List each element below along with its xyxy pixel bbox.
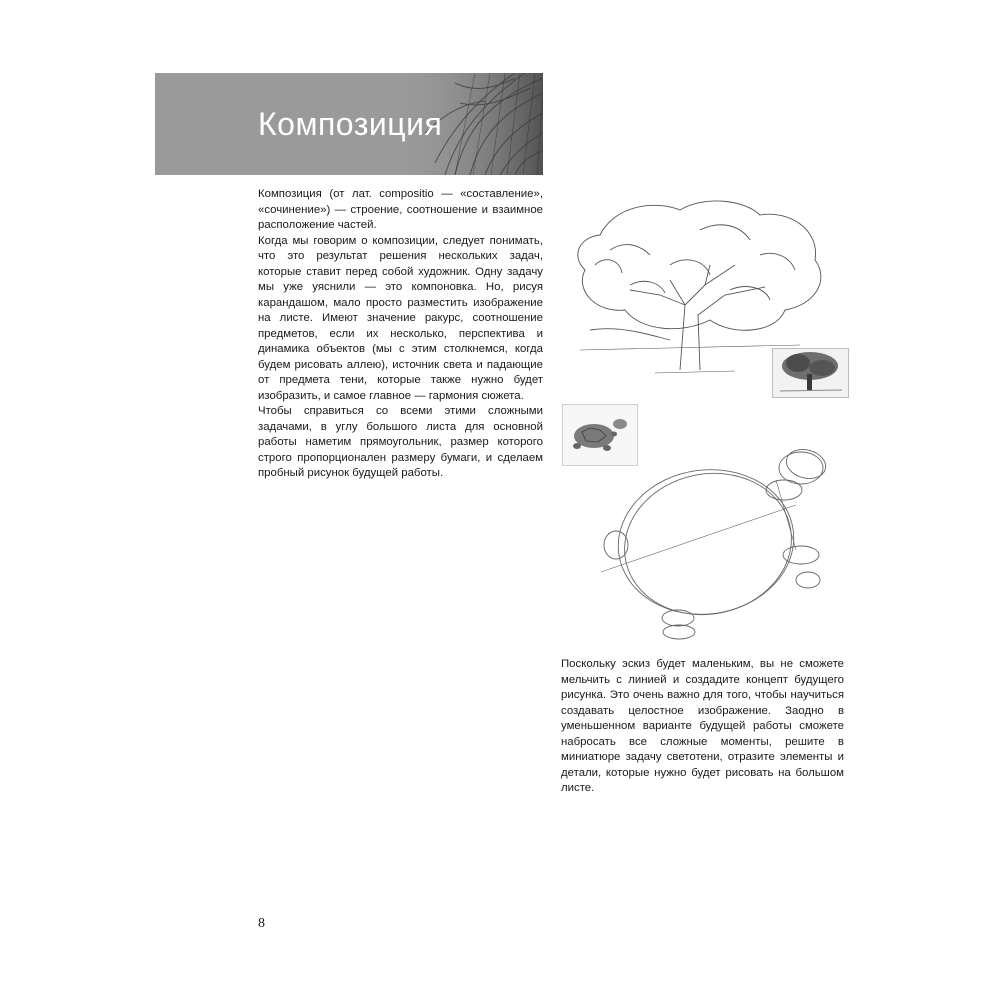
tree-thumbnail-image (772, 348, 849, 398)
chapter-header-band (155, 73, 543, 175)
page-number: 8 (258, 916, 265, 931)
turtle-sketch-image (596, 440, 856, 645)
paragraph-definition: Композиция (от лат. compositio — «составление», «сочинение») — строение, соотношение и взаимное расположение частей. (258, 188, 543, 231)
body-text-column-2 (561, 657, 844, 797)
paragraph-sketch: Чтобы справиться со всеми этими сложными задачами, в углу большого листа для основной работы наметим прямоугольник, размер которого строго пропорционален размеру бумаги, и сделаем пробный рисунок будущей работы. (258, 405, 543, 479)
body-text-column-1 (258, 187, 543, 482)
paragraph-tasks: Когда мы говорим о композиции, следует понимать, что это результат решения нескольких задач, которые ставит перед собой художник. Одну задачу мы уже уяснили — это компоновка. Но, рисуя карандашом, мало просто разместить изображение на листе. Имеют значение ракурс, соотношение предметов, если их несколько, перспектива и динамика объектов (мы с этим столкнемся, когда будем рисовать аллею), источник света и падающие от предмета тени, которые также нужно будет изобразить, и самое главное — гармония сюжета. (258, 234, 543, 402)
page-title: Композиция (258, 106, 443, 142)
paragraph-sketch-benefits: Поскольку эскиз будет маленьким, вы не сможете мельчить с линией и создадите концепт будущего рисунка. Это очень важно для того, чтобы научиться создавать целостное изображение. Заодно в уменьшенном варианте будущей работы сможете набросать все сложные моменты, решите в миниатюре задачу светотени, отразите элементы и детали, которые нужно будет рисовать на большом листе. (561, 658, 844, 794)
